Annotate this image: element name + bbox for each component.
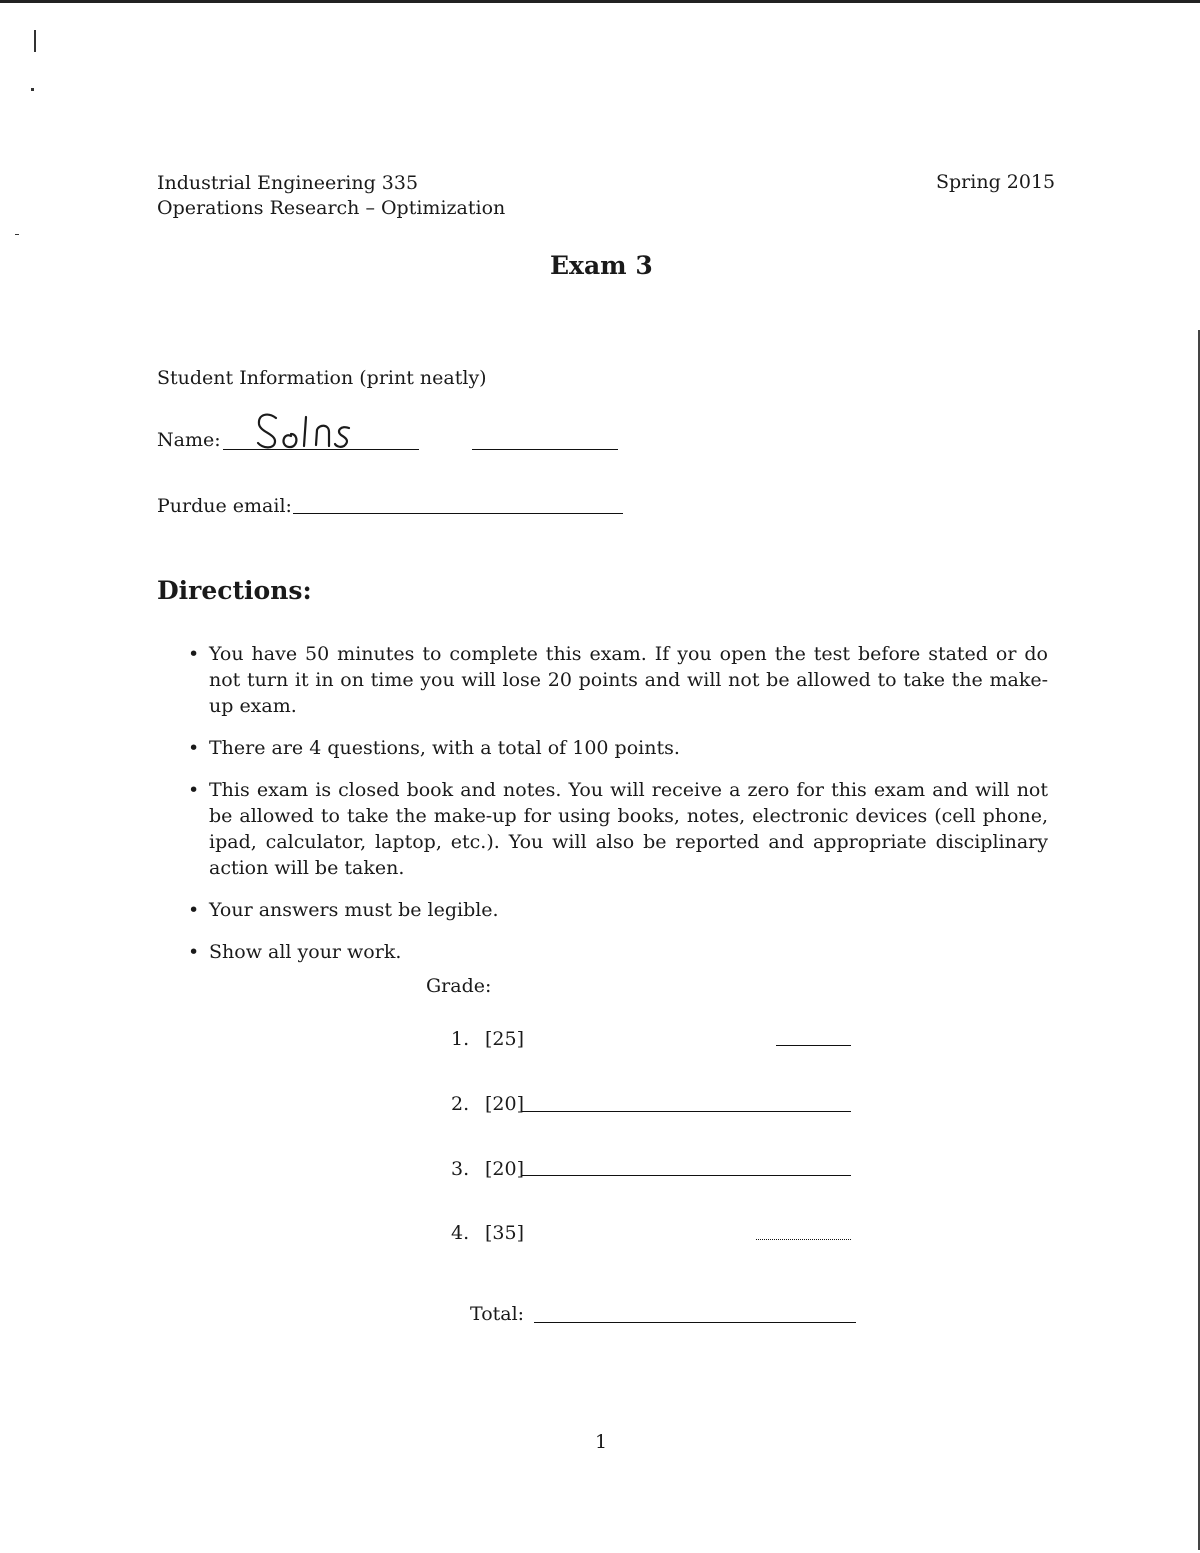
list-item (188, 641, 1048, 719)
bullet-mark: • (188, 779, 200, 801)
list-item (188, 777, 1048, 881)
grade-row-points: [25] (485, 1028, 525, 1050)
name-label: Name: (157, 429, 221, 451)
scan-speck (31, 88, 34, 91)
email-label: Purdue email: (157, 495, 292, 517)
course-subtitle: Operations Research – Optimization (157, 197, 506, 219)
course-title: Industrial Engineering 335 (157, 172, 419, 194)
scan-edge-top (0, 0, 1200, 3)
scan-speck (15, 234, 19, 235)
grade-line-2 (522, 1111, 851, 1112)
email-line (293, 513, 623, 514)
page-number: 1 (595, 1431, 608, 1453)
grade-row-number: 1. (451, 1028, 470, 1050)
grade-row-number: 4. (451, 1222, 470, 1244)
bullet-mark: • (188, 941, 200, 963)
list-item (188, 735, 1048, 761)
direction-text: Show all your work. (209, 941, 402, 963)
list-item (188, 897, 1048, 923)
total-label: Total: (470, 1303, 525, 1325)
term: Spring 2015 (936, 171, 1056, 193)
grade-row-points: [35] (485, 1222, 525, 1244)
direction-text: There are 4 questions, with a total of 100 points. (209, 737, 680, 759)
directions-list (188, 641, 1048, 981)
direction-text: You have 50 minutes to complete this exam. If you open the test before stated or do not turn it in on time you will lose 20 points and will not be allowed to take the make-up exam. (209, 643, 1048, 717)
direction-text: Your answers must be legible. (209, 899, 499, 921)
name-line-extension (472, 449, 618, 450)
grade-line-3 (522, 1175, 851, 1176)
handwritten-name-text (258, 418, 261, 419)
grade-line-4 (756, 1239, 851, 1240)
grade-row-number: 3. (451, 1158, 470, 1180)
bullet-mark: • (188, 899, 200, 921)
bullet-mark: • (188, 643, 200, 665)
grade-row-number: 2. (451, 1093, 470, 1115)
student-info-label: Student Information (print neatly) (157, 367, 487, 389)
exam-title: Exam 3 (550, 251, 653, 280)
grade-label: Grade: (426, 975, 492, 997)
total-line (534, 1322, 856, 1323)
name-line (223, 449, 419, 450)
direction-text: This exam is closed book and notes. You will receive a zero for this exam and will not be allowed to take the make-up for using books, notes, electronic devices (cell phone, ipad, calculator, laptop, etc.). You will also be reported and appropriate disciplinary action will be taken. (209, 779, 1048, 879)
bullet-mark: • (188, 737, 200, 759)
grade-line-1 (776, 1045, 851, 1046)
directions-heading: Directions: (157, 576, 312, 605)
grade-row-points: [20] (485, 1158, 525, 1180)
grade-row-points: [20] (485, 1093, 525, 1115)
list-item (188, 939, 1048, 965)
scan-speck (34, 30, 36, 52)
